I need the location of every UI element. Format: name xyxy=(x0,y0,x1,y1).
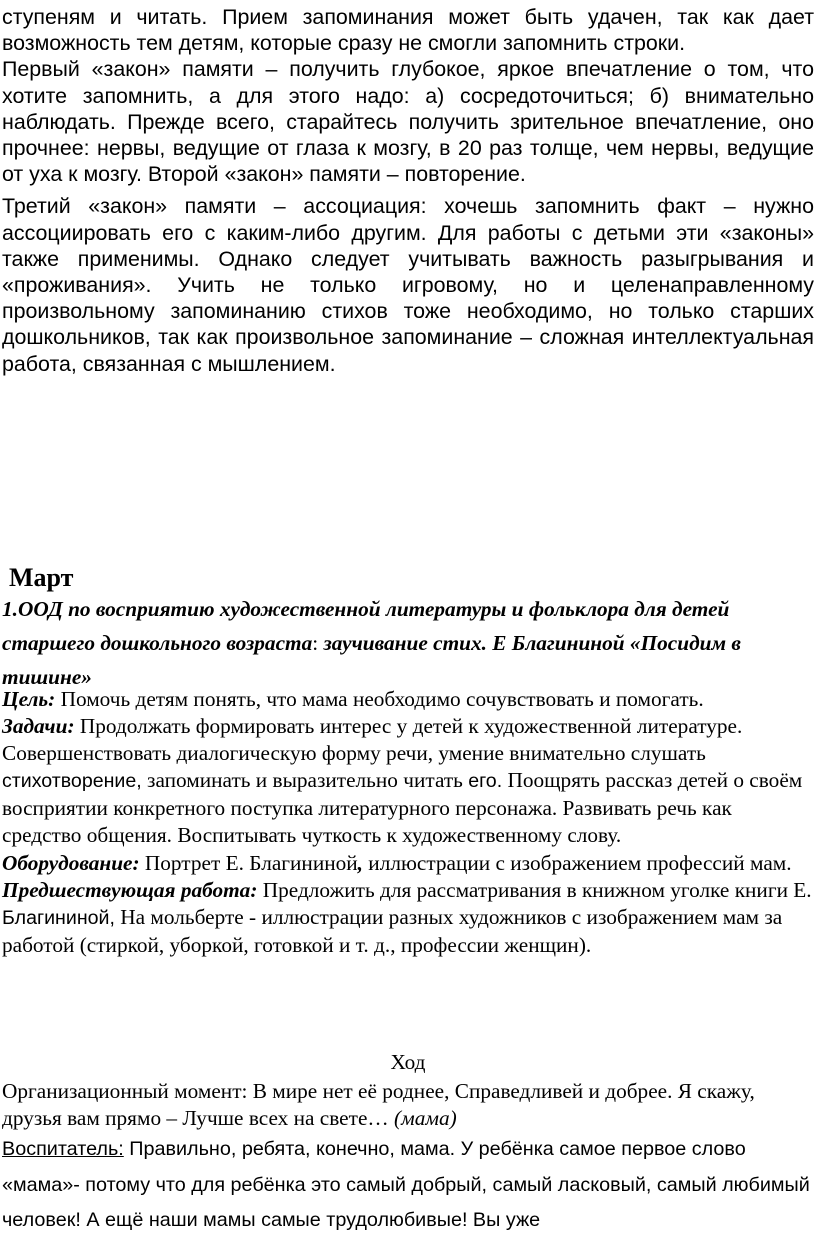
equipment-text-2: иллюстрации с изображением профессий мам. xyxy=(362,850,792,875)
organizational-moment-text: Организационный момент: В мире нет её роднее, Справедливей и добрее. Я скажу, друзья вам прямо – Лучше всех на свете… xyxy=(2,1079,755,1130)
equipment-comma: , xyxy=(357,850,363,875)
paragraph-third-law: Третий «закон» памяти – ассоциация: хочешь запомнить факт – нужно ассоциировать его с каким-либо другим. Для работы с детьми эти «законы» также применимы. Однако следует учитывать важность разыгрывания и «проживания». Учить не только игровому, но и целенаправленному произвольному запоминанию стихов тоже необходимо, но только старших дошкольников, так как произвольное запоминание – сложная интеллектуальная работа, связанная с мышлением. xyxy=(2,194,814,376)
month-heading: Март xyxy=(9,563,74,592)
organizational-moment xyxy=(2,1078,814,1132)
prework-block xyxy=(2,877,814,959)
procedure-heading: Ход xyxy=(390,1050,426,1074)
paragraph-memorization: ступеням и читать. Прием запоминания может быть удачен, так как дает возможность тем детям, которые сразу не смогли запомнить строки. xyxy=(2,5,814,56)
goal-label: Цель: xyxy=(2,687,56,711)
equipment-label: Оборудование: xyxy=(2,850,140,875)
lesson-details xyxy=(2,686,814,959)
tasks-text-2: запоминать и выразительно читать xyxy=(141,768,469,793)
paragraph-first-law: Первый «закон» памяти – получить глубокое, яркое впечатление о том, что хотите запомнить, а для этого надо: а) сосредоточиться; б) внимательно наблюдать. Прежде всего, старайтесь получить зрительное впечатление, оно прочнее: нервы, ведущие от глаза к мозгу, в 20 раз толще, чем нервы, ведущие от уха к мозгу. Второй «закон» памяти – повторение. xyxy=(2,57,814,187)
tasks-text-3: Поощрять рассказ детей о своём восприятии конкретного поступка литературного персонажа. Развивать речь как средство общения. Воспитывать чуткость к художественному слову. xyxy=(2,768,803,848)
tasks-label: Задачи: xyxy=(2,714,75,739)
organizational-moment-answer: (мама) xyxy=(394,1106,457,1130)
tasks-text-1: Продолжать формировать интерес у детей к художественной литературе. Совершенствовать диалогическую форму речи, умение внимательно слушать xyxy=(2,714,743,766)
lesson-title xyxy=(2,592,814,694)
teacher-speech xyxy=(2,1132,814,1239)
lesson-title-colon: : xyxy=(312,631,324,655)
prework-name: Благининой, xyxy=(2,906,115,929)
prework-label: Предшествующая работа: xyxy=(2,877,258,902)
tasks-word-it: его. xyxy=(468,770,503,793)
teacher-text: Правильно, ребята, конечно, мама. У ребёнка самое первое слово «мама»- потому что для ребёнка это самый добрый, самый ласковый, самый любимый человек! А ещё наши мамы самые трудолюбивые! Вы уже xyxy=(2,1138,810,1231)
lesson-title-part2: заучивание стих. Е Благининой «Посидим в тишине» xyxy=(2,631,741,689)
prework-text-1: Предложить для рассматривания в книжном уголке книги Е. xyxy=(257,877,812,902)
equipment-block xyxy=(2,850,814,877)
tasks-word-poem: стихотворение, xyxy=(2,770,142,793)
equipment-text-1: Портрет Е. Благининой xyxy=(139,850,358,875)
goal-line xyxy=(2,686,814,713)
prework-text-2: На мольберте - иллюстрации разных художников с изображением мам за работой (стиркой, уборкой, готовкой и т. д., профессии женщин). xyxy=(2,904,783,957)
intro-text-block xyxy=(2,4,814,377)
goal-text: Помочь детям понять, что мама необходимо сочувствовать и помогать. xyxy=(55,687,704,711)
teacher-label: Воспитатель: xyxy=(2,1138,124,1160)
tasks-block xyxy=(2,713,814,849)
lesson-title-part1: 1.ООД по восприятию художественной литературы и фольклора для детей старшего дошкольного возраста xyxy=(2,597,730,655)
